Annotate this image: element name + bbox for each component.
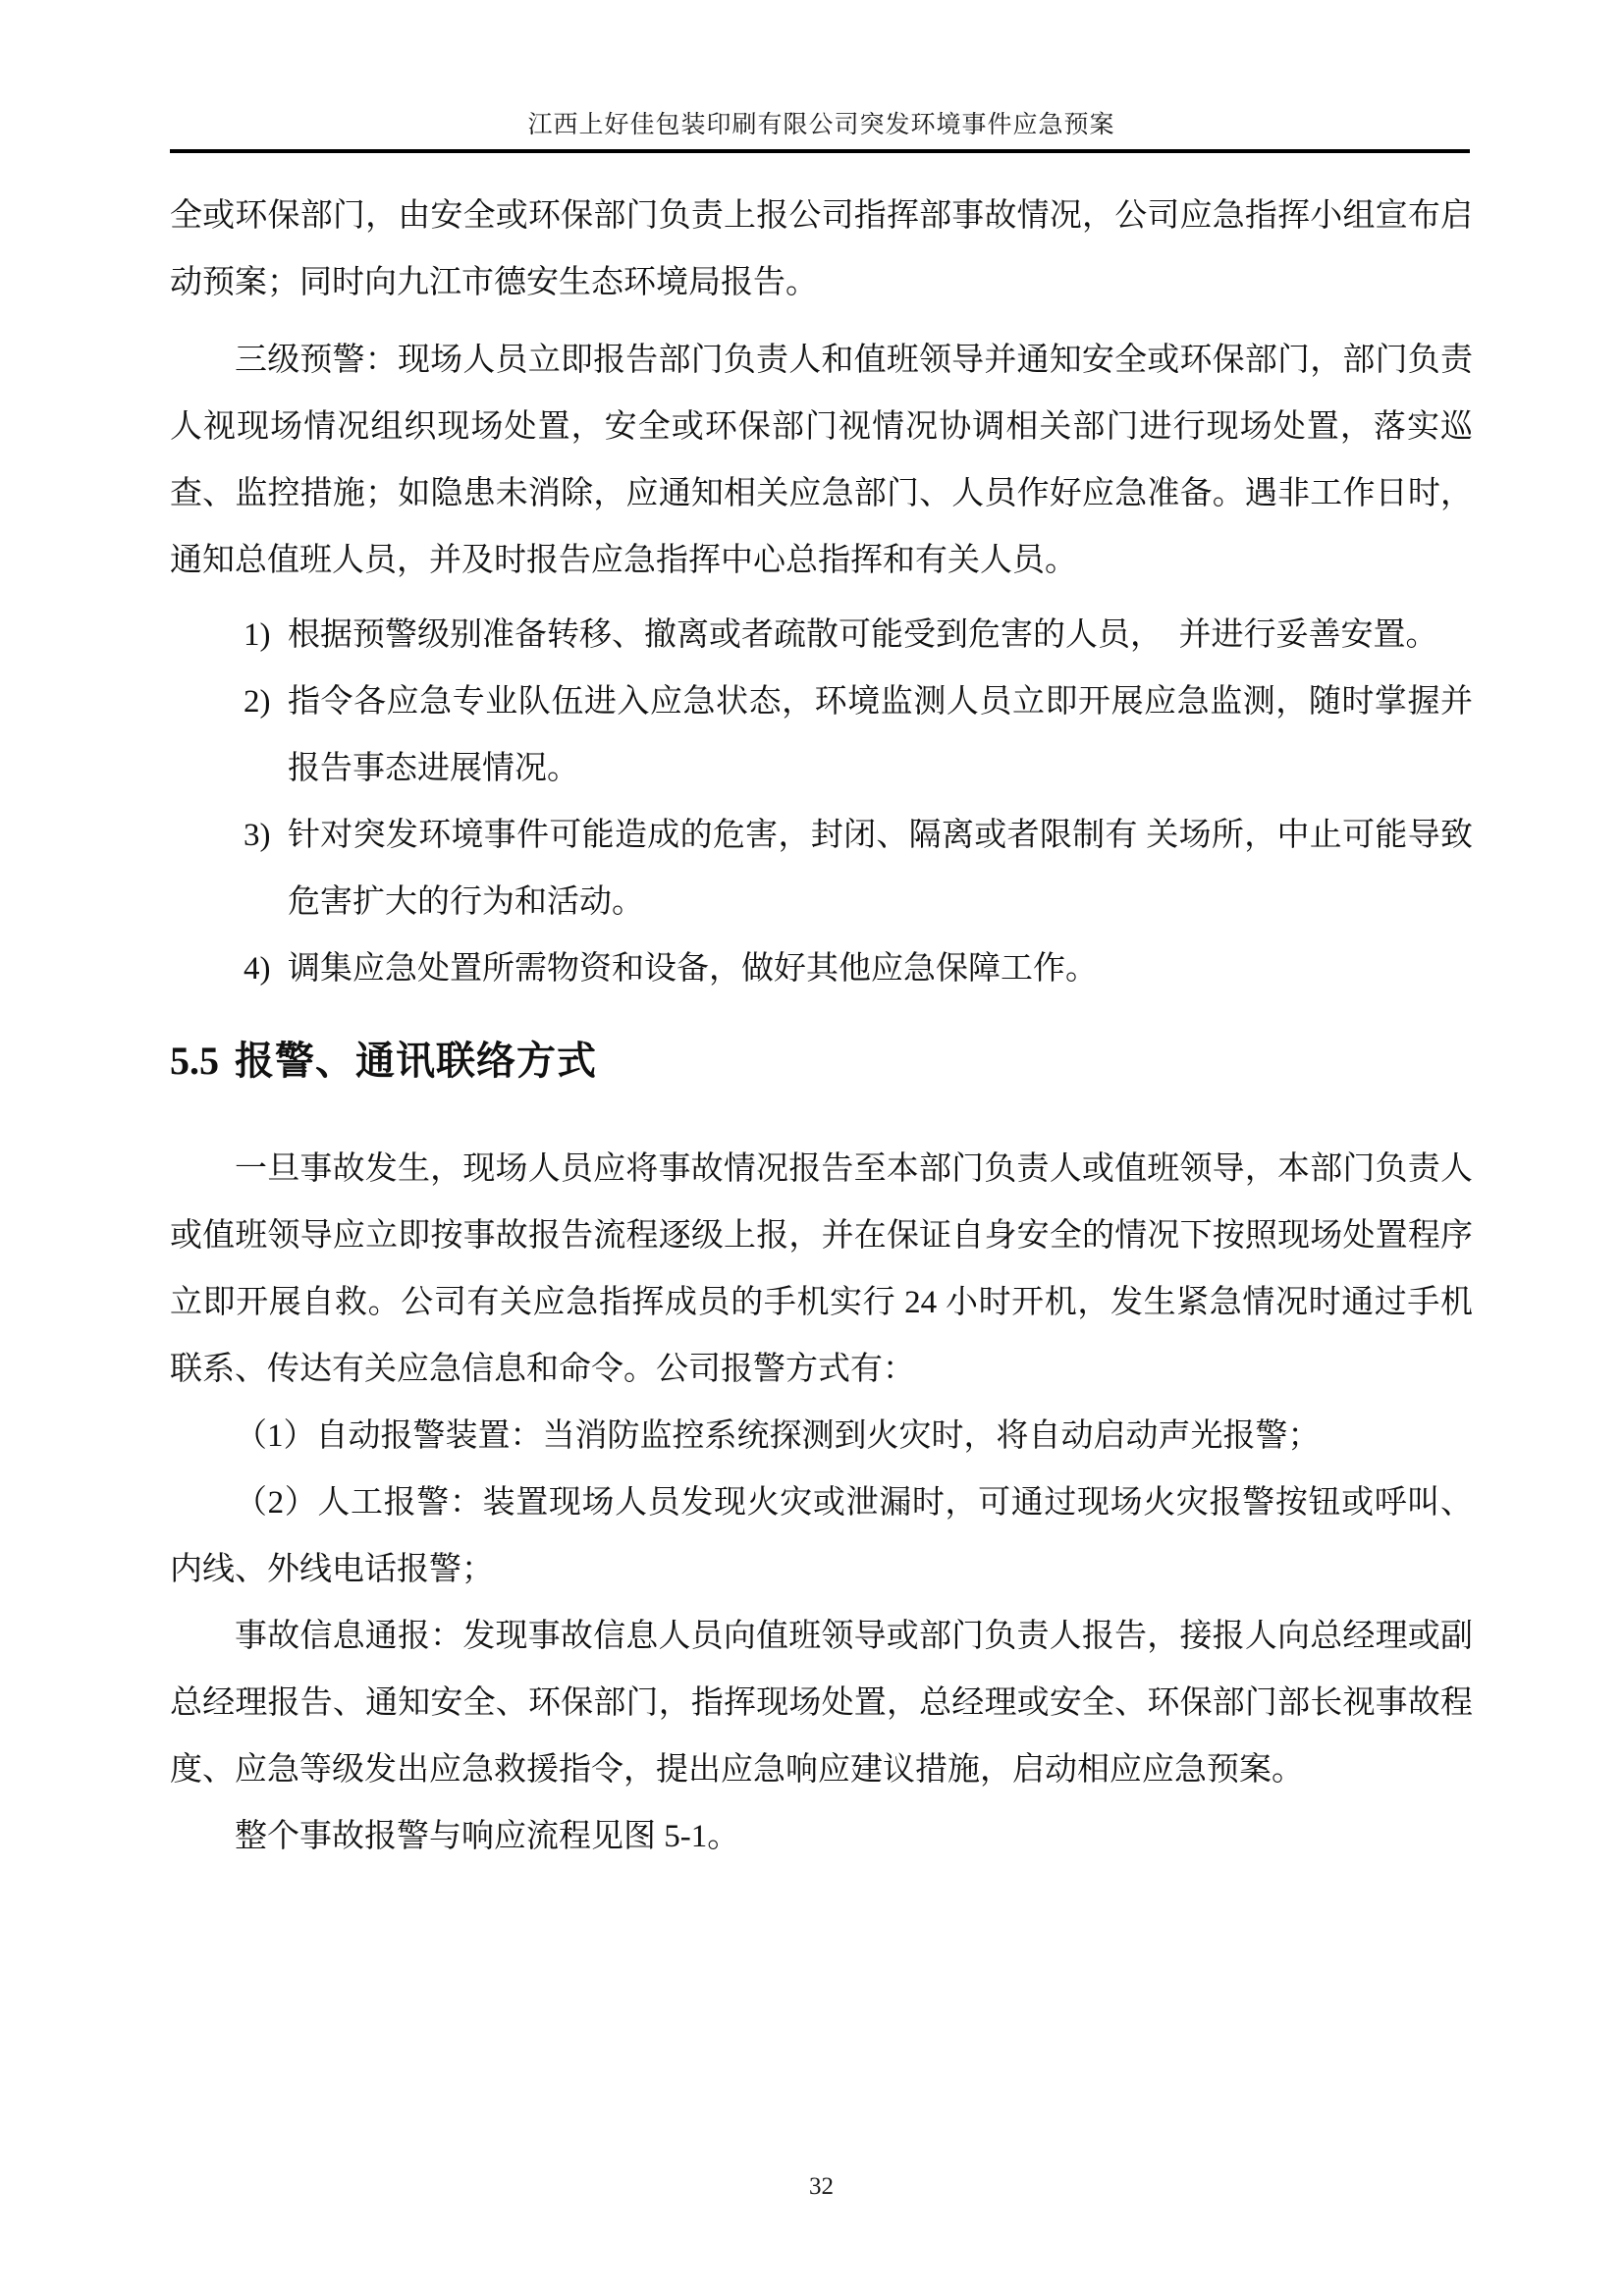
list-item-number: 1) xyxy=(244,617,271,653)
list-item-number: 2) xyxy=(244,684,271,720)
list-item-text: 针对突发环境事件可能造成的危害，封闭、隔离或者限制有 关场所，中止可能导致危害扩大的行为和活动。 xyxy=(288,818,1473,920)
list-item-number: 3) xyxy=(244,818,271,853)
list-item-number: 4) xyxy=(244,951,271,987)
paragraph-auto-alarm: （1）自动报警装置：当消防监控系统探测到火灾时，将自动启动声光报警； xyxy=(235,1418,1321,1454)
header-title: 江西上好佳包装印刷有限公司突发环境事件应急预案 xyxy=(527,112,1115,138)
list-item-text: 指令各应急专业队伍进入应急状态，环境监测人员立即开展应急监测，随时掌握并报告事态进展情况。 xyxy=(288,684,1473,786)
section-number: 5.5 xyxy=(170,1039,219,1083)
section-heading-5-5 xyxy=(170,1036,1473,1087)
paragraph-manual-alarm: （2）人工报警：装置现场人员发现火灾或泄漏时，可通过现场火灾报警按钮或呼叫、内线、外线电话报警； xyxy=(170,1485,1473,1587)
paragraph-level3-warning: 三级预警：现场人员立即报告部门负责人和值班领导并通知安全或环保部门，部门负责人视现场情况组织现场处置，安全或环保部门视情况协调相关部门进行现场处置，落实巡查、监控措施；如隐患未消除，应通知相关应急部门、人员作好应急准备。遇非工作日时，通知总值班人员，并及时报告应急指挥中心总指挥和有关人员。 xyxy=(170,343,1473,578)
header-rule xyxy=(170,149,1470,153)
paragraph-alarm-overview: 一旦事故发生，现场人员应将事故情况报告至本部门负责人或值班领导，本部门负责人或值班领导应立即按事故报告流程逐级上报，并在保证自身安全的情况下按照现场处置程序立即开展自救。公司有关应急指挥成员的手机实行 24 小时开机，发生紧急情况时通过手机联系、传达有关应急信息和命令。公司报警方式有： xyxy=(170,1151,1473,1387)
paragraph-flow-reference: 整个事故报警与响应流程见图 5-1。 xyxy=(235,1819,740,1854)
measures-list xyxy=(170,602,1473,1002)
paragraph-incident-notification: 事故信息通报：发现事故信息人员向值班领导或部门负责人报告，接报人向总经理或副总经理报告、通知安全、环保部门，指挥现场处置，总经理或安全、环保部门部长视事故程度、应急等级发出应急救援指令，提出应急响应建议措施，启动相应应急预案。 xyxy=(170,1619,1473,1788)
paragraph-warning-continuation: 全或环保部门，由安全或环保部门负责上报公司指挥部事故情况，公司应急指挥小组宣布启动预案；同时向九江市德安生态环境局报告。 xyxy=(170,198,1473,300)
list-item xyxy=(170,602,1473,668)
list-item-text: 调集应急处置所需物资和设备，做好其他应急保障工作。 xyxy=(288,951,1098,987)
page-number: 32 xyxy=(809,2173,834,2200)
document-body xyxy=(170,183,1473,1870)
list-item xyxy=(170,802,1473,935)
list-item xyxy=(170,668,1473,802)
list-item xyxy=(170,935,1473,1002)
section-title: 报警、通讯联络方式 xyxy=(235,1039,597,1083)
list-item-text: 根据预警级别准备转移、撤离或者疏散可能受到危害的人员， 并进行妥善安置。 xyxy=(288,617,1438,653)
